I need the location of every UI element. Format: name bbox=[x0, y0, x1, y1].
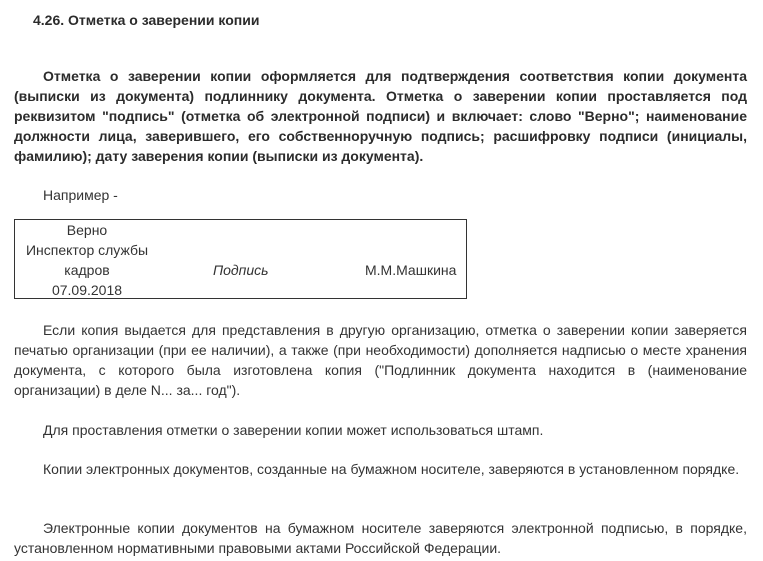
example-label: Например - bbox=[43, 187, 118, 203]
sample-position-line2: кадров bbox=[64, 262, 110, 278]
sample-name: М.М.Машкина bbox=[365, 262, 457, 278]
section-heading: 4.26. Отметка о заверении копии bbox=[33, 12, 260, 28]
stamp-paragraph: Для проставления отметки о заверении копии может использоваться штамп. bbox=[43, 422, 544, 438]
certification-sample-box bbox=[14, 219, 467, 299]
electronic-copies-paragraph: Электронные копии документов на бумажном носителе заверяются электронной подписью, в порядке, установленном нормативными правовыми актами Российской Федерации. bbox=[14, 520, 747, 556]
sample-signature: Подпись bbox=[213, 262, 269, 278]
intro-paragraph: Отметка о заверении копии оформляется для подтверждения соответствия копии документа (выписки из документа) подлиннику документа. Отметка о заверении копии проставляется под реквизитом "подпись" (отметка об электронной подписи) и включает: слово "Верно"; наименование должности лица, заверившего, его собственноручную подпись; расшифровку подписи (инициалы, фамилию); дату заверения копии (выписки из документа). bbox=[14, 68, 747, 164]
electronic-docs-paragraph: Копии электронных документов, созданные на бумажном носителе, заверяются в установленном порядке. bbox=[43, 461, 740, 477]
sample-date: 07.09.2018 bbox=[51, 282, 123, 298]
sample-position-line1: Инспектор службы bbox=[25, 242, 149, 258]
sample-left-column bbox=[15, 220, 159, 300]
other-org-paragraph: Если копия выдается для представления в другую организацию, отметка о заверении копии заверяется печатью организации (при ее наличии), а также (при необходимости) дополняется надписью о месте хранения документа, с которого была изготовлена копия ("Подлинник документа находится в (наименование организации) в деле N... за... год"). bbox=[14, 322, 747, 398]
sample-verno: Верно bbox=[66, 222, 108, 238]
